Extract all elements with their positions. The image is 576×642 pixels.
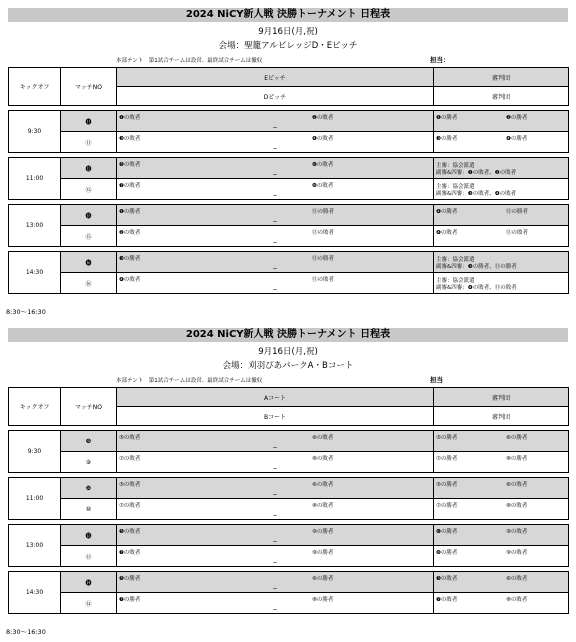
score-dash: _: [273, 508, 277, 516]
team-left: ⑤の敗者: [119, 482, 141, 488]
match-row: [9, 205, 569, 226]
tanto-label: 担当: [430, 376, 443, 384]
match-cell: [117, 452, 434, 473]
referee-a: ⑤の勝者: [436, 482, 458, 488]
referee-a: ⑦の勝者: [436, 456, 458, 462]
match-cell: [117, 273, 434, 294]
sheet-venue: 会場：聖籠アルビレッジD・Eピッチ: [218, 41, 358, 51]
team-left: ❶の敗者: [119, 115, 141, 121]
referee-main: 主審：協会派遣: [436, 163, 475, 169]
match-number: ⓮: [61, 572, 117, 593]
match-number: ⓬: [61, 158, 117, 179]
team-right: ⑧の敗者: [312, 503, 334, 509]
team-left: ⑤の敗者: [119, 435, 141, 441]
referee-assist: 副審&四審：❹の敗者、⑪の敗者: [436, 285, 517, 291]
referee-a: ❶の勝者: [436, 115, 458, 121]
referee-assist: 副審&四審：❸の敗者、❹の敗者: [436, 191, 517, 197]
match-number: ⑬: [61, 546, 117, 567]
referee-cell: [434, 158, 569, 179]
team-left: ❼の敗者: [119, 183, 141, 189]
team-left: ❷の敗者: [119, 230, 141, 236]
referee-b: ⑥の敗者: [506, 576, 528, 582]
referee-cell: [434, 273, 569, 294]
ref-top-header: 審判団: [434, 68, 569, 87]
referee-cell: [434, 205, 569, 226]
team-right: ⑪の敗者: [312, 230, 335, 236]
referee-a: ❹の勝者: [436, 209, 458, 215]
match-row: [9, 431, 569, 452]
match-number: ⓯: [61, 205, 117, 226]
referee-a: ❺の敗者: [436, 576, 458, 582]
match-row: [9, 499, 569, 520]
tanto-label: 担当：: [430, 56, 450, 64]
match-row: [9, 452, 569, 473]
referee-main: 主審：協会派遣: [436, 278, 475, 284]
score-dash: _: [273, 534, 277, 542]
sheet-note: 本部テント 第1試合チームは設営、最終試合チームは撤収: [116, 58, 263, 64]
kickoff-header: キックオフ: [9, 68, 61, 106]
score-dash: _: [273, 581, 277, 589]
referee-b: ❹の勝者: [506, 136, 528, 142]
time-note: 8:30〜16:30: [6, 628, 46, 636]
match-number: ⓫: [61, 111, 117, 132]
referee-main: 主審：協会派遣: [436, 257, 475, 263]
score-dash: _: [273, 282, 277, 290]
match-number: ❿: [61, 478, 117, 499]
match-number: ⑯: [61, 273, 117, 294]
match-row: [9, 252, 569, 273]
kickoff-time: 9:30: [9, 431, 61, 473]
match-cell: [117, 431, 434, 452]
team-right: ⑨の勝者: [312, 550, 334, 556]
kickoff-time: 9:30: [9, 111, 61, 153]
referee-cell: [434, 132, 569, 153]
match-number: ⑨: [61, 452, 117, 473]
team-left: ❺の敗者: [119, 162, 141, 168]
referee-cell: [434, 499, 569, 520]
sheet-date: 9月16日(月,祝): [258, 27, 318, 37]
referee-cell: [434, 546, 569, 567]
match-cell: [117, 179, 434, 200]
match-cell: [117, 593, 434, 614]
referee-b: ⑪の勝者: [506, 209, 529, 215]
match-cell: [117, 226, 434, 247]
match-cell: [117, 499, 434, 520]
score-dash: _: [273, 461, 277, 469]
match-number: ⑪: [61, 132, 117, 153]
pitch-top-header: Eピッチ: [117, 68, 434, 87]
referee-b: ❷の勝者: [506, 115, 528, 121]
sheet-title: 2024 NiCY新人戦 決勝トーナメント 日程表: [8, 328, 568, 342]
team-left: ❼の敗者: [119, 550, 141, 556]
team-right: ❻の敗者: [312, 162, 334, 168]
match-number: ❾: [61, 431, 117, 452]
referee-b: ⑧の敗者: [506, 503, 528, 509]
score-dash: _: [273, 235, 277, 243]
referee-b: ⑥の勝者: [506, 435, 528, 441]
kickoff-time: 13:00: [9, 205, 61, 247]
team-right: ⑥の勝者: [312, 576, 334, 582]
sheet-title: 2024 NiCY新人戦 決勝トーナメント 日程表: [8, 8, 568, 22]
team-right: ⑥の敗者: [312, 482, 334, 488]
score-dash: _: [273, 141, 277, 149]
match-cell: [117, 111, 434, 132]
kickoff-time: 11:00: [9, 158, 61, 200]
score-dash: _: [273, 555, 277, 563]
team-right: ⑪の勝者: [312, 256, 335, 262]
match-row: [9, 179, 569, 200]
match-cell: [117, 252, 434, 273]
referee-cell: [434, 111, 569, 132]
referee-a: ❽の勝者: [436, 550, 458, 556]
schedule-table: [8, 67, 569, 294]
match-no-header: マッチNO: [61, 388, 117, 426]
team-left: ❸の敗者: [119, 136, 141, 142]
schedule-table: [8, 387, 569, 614]
referee-assist: 副審&四審：❸の勝者、⑪の勝者: [436, 264, 517, 270]
referee-a: ❹の敗者: [436, 230, 458, 236]
score-dash: _: [273, 214, 277, 222]
referee-cell: [434, 179, 569, 200]
referee-cell: [434, 431, 569, 452]
match-no-header: マッチNO: [61, 68, 117, 106]
referee-a: ❻の勝者: [436, 529, 458, 535]
referee-assist: 副審&四審：❶の敗者、❷の敗者: [436, 170, 517, 176]
match-cell: [117, 158, 434, 179]
score-dash: _: [273, 120, 277, 128]
kickoff-time: 13:00: [9, 525, 61, 567]
score-dash: _: [273, 261, 277, 269]
team-left: ❸の勝者: [119, 256, 141, 262]
referee-b: ⑨の敗者: [506, 550, 528, 556]
sheet-date: 9月16日(月,祝): [258, 347, 318, 357]
match-row: [9, 158, 569, 179]
team-left: ❺の勝者: [119, 576, 141, 582]
referee-cell: [434, 525, 569, 546]
referee-b: ⑥の敗者: [506, 482, 528, 488]
ref-bottom-header: 審判団: [434, 87, 569, 106]
referee-cell: [434, 572, 569, 593]
team-right: ❹の敗者: [312, 136, 334, 142]
referee-b: ⑧の勝者: [506, 456, 528, 462]
match-row: [9, 226, 569, 247]
team-right: ⑨の勝者: [312, 529, 334, 535]
referee-main: 主審：協会派遣: [436, 184, 475, 190]
match-number: ⑫: [61, 179, 117, 200]
kickoff-header: キックオフ: [9, 388, 61, 426]
team-right: ⑧の勝者: [312, 597, 334, 603]
match-row: [9, 111, 569, 132]
sheet-note: 本部テント 第1試合チームは設営、最終試合チームは撤収: [116, 378, 263, 384]
ref-bottom-header: 審判団: [434, 407, 569, 426]
referee-cell: [434, 452, 569, 473]
match-row: [9, 273, 569, 294]
match-row: [9, 478, 569, 499]
referee-a: ❼の敗者: [436, 597, 458, 603]
referee-a: ⑦の勝者: [436, 503, 458, 509]
referee-cell: [434, 226, 569, 247]
match-row: [9, 132, 569, 153]
team-left: ❹の敗者: [119, 277, 141, 283]
ref-top-header: 審判団: [434, 388, 569, 407]
team-left: ⑦の敗者: [119, 456, 141, 462]
team-right: ⑥の敗者: [312, 435, 334, 441]
team-right: ❽の敗者: [312, 183, 334, 189]
match-cell: [117, 546, 434, 567]
team-right: ⑧の敗者: [312, 456, 334, 462]
match-number: ⑩: [61, 499, 117, 520]
match-cell: [117, 525, 434, 546]
match-number: ⓰: [61, 252, 117, 273]
score-dash: _: [273, 167, 277, 175]
match-cell: [117, 132, 434, 153]
referee-cell: [434, 252, 569, 273]
referee-cell: [434, 478, 569, 499]
pitch-bottom-header: Bコート: [117, 407, 434, 426]
match-row: [9, 572, 569, 593]
team-left: ❼の勝者: [119, 597, 141, 603]
match-cell: [117, 478, 434, 499]
team-right: ⑪の敗者: [312, 277, 335, 283]
match-number: ⓭: [61, 525, 117, 546]
kickoff-time: 14:30: [9, 572, 61, 614]
match-number: ⑭: [61, 593, 117, 614]
pitch-top-header: Aコート: [117, 388, 434, 407]
match-cell: [117, 572, 434, 593]
referee-b: ⑨の敗者: [506, 529, 528, 535]
referee-b: ⑧の敗者: [506, 597, 528, 603]
score-dash: _: [273, 188, 277, 196]
score-dash: _: [273, 487, 277, 495]
team-right: ❷の敗者: [312, 115, 334, 121]
pitch-bottom-header: Dピッチ: [117, 87, 434, 106]
team-left: ❺の敗者: [119, 529, 141, 535]
match-row: [9, 593, 569, 614]
referee-b: ⑪の敗者: [506, 230, 529, 236]
referee-a: ❸の勝者: [436, 136, 458, 142]
match-cell: [117, 205, 434, 226]
referee-a: ⑤の勝者: [436, 435, 458, 441]
sheet-venue: 会場：刈羽ぴあパークA・Bコート: [222, 361, 354, 371]
match-number: ⑮: [61, 226, 117, 247]
time-note: 8:30〜16:30: [6, 308, 46, 316]
referee-cell: [434, 593, 569, 614]
kickoff-time: 11:00: [9, 478, 61, 520]
match-row: [9, 546, 569, 567]
score-dash: _: [273, 440, 277, 448]
match-row: [9, 525, 569, 546]
team-left: ⑦の敗者: [119, 503, 141, 509]
kickoff-time: 14:30: [9, 252, 61, 294]
team-left: ❶の勝者: [119, 209, 141, 215]
team-right: ⑪の勝者: [312, 209, 335, 215]
score-dash: _: [273, 602, 277, 610]
